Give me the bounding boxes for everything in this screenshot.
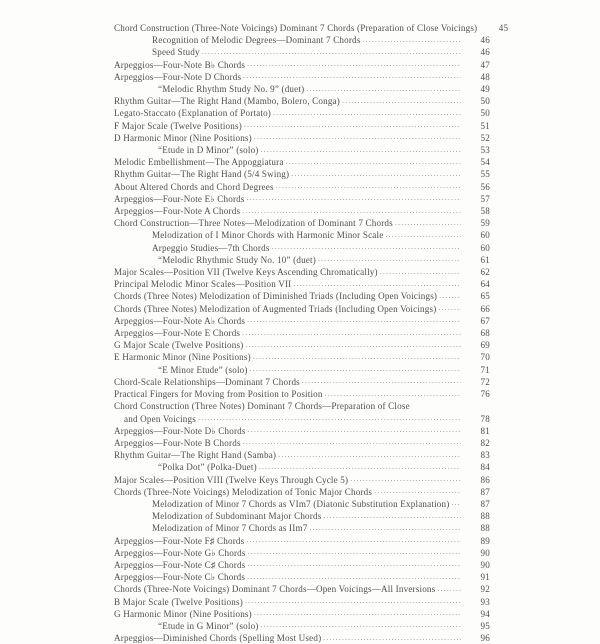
dot-leader (439, 290, 461, 302)
toc-page-number: 47 (480, 59, 490, 70)
dot-leader (302, 376, 461, 388)
dot-leader (342, 95, 461, 107)
toc-entry-title: Arpeggios—Four-Note C♯ Chords (114, 559, 246, 570)
dot-leader (248, 425, 461, 437)
toc-entry[interactable] (114, 486, 490, 498)
toc-entry-title: “Etude in G Minor” (solo) (158, 620, 259, 631)
toc-entry[interactable] (114, 254, 490, 266)
toc-page-number: 95 (480, 620, 490, 631)
toc-entry[interactable] (114, 144, 490, 156)
toc-entry[interactable] (114, 71, 490, 83)
toc-page-number: 69 (480, 340, 490, 351)
dot-leader (325, 388, 461, 400)
toc-entry[interactable] (114, 461, 490, 473)
toc-page-number: 81 (480, 425, 490, 436)
dot-leader (247, 193, 461, 205)
dot-leader (261, 620, 461, 632)
toc-list (114, 22, 509, 644)
toc-page-number: 51 (480, 120, 490, 131)
dot-leader (286, 156, 461, 168)
toc-entry-title: Major Scales—Position VIII (Twelve Keys Through Cycle 5) (114, 474, 349, 485)
toc-entry[interactable] (114, 620, 490, 632)
toc-entry-title: Chord Construction (Three-Note Voicings) Dominant 7 Chords (Preparation of Close Voicings) (114, 23, 478, 33)
toc-entry[interactable] (114, 425, 490, 437)
toc-page-number: 58 (480, 206, 490, 217)
toc-page-number: 71 (480, 364, 490, 375)
toc-entry[interactable] (114, 388, 490, 400)
dot-leader (293, 278, 461, 290)
toc-entry[interactable] (114, 229, 490, 241)
toc-entry[interactable] (114, 278, 490, 290)
toc-entry-title: Arpeggios—Four-Note G♭ Chords (114, 547, 246, 558)
dot-leader (323, 510, 461, 522)
dot-leader (276, 181, 461, 193)
toc-entry[interactable] (114, 290, 490, 302)
toc-entry-title: Practical Fingers for Moving from Position to Position (114, 389, 323, 400)
toc-page-number: 55 (480, 169, 490, 180)
dot-leader (247, 315, 461, 327)
dot-leader (245, 339, 461, 351)
toc-entry[interactable] (114, 95, 490, 107)
toc-entry[interactable] (114, 547, 490, 559)
toc-page-number: 50 (480, 96, 490, 107)
toc-entry[interactable] (114, 120, 490, 132)
toc-entry-title: D Harmonic Minor (Nine Positions) (114, 132, 252, 143)
toc-page-number: 50 (480, 108, 490, 119)
dot-leader (451, 498, 461, 510)
dot-leader (254, 132, 461, 144)
dot-leader (202, 46, 461, 58)
toc-entry-title: Speed Study (152, 47, 200, 58)
dot-leader (243, 71, 461, 83)
toc-page-number: 62 (480, 267, 490, 278)
toc-entry-title: G Harmonic Minor (Nine Positions) (114, 608, 252, 619)
toc-entry[interactable] (114, 583, 490, 595)
toc-entry[interactable] (114, 535, 490, 547)
toc-entry[interactable] (114, 327, 490, 339)
toc-entry[interactable] (114, 559, 490, 571)
toc-entry[interactable] (114, 181, 490, 193)
dot-leader (246, 535, 461, 547)
toc-page-number: 76 (480, 389, 490, 400)
toc-page-number: 64 (480, 279, 490, 290)
toc-entry-title: Arpeggios—Four-Note F♯ Chords (114, 535, 245, 546)
toc-page-number: 90 (480, 547, 490, 558)
dot-leader (309, 522, 461, 534)
dot-leader (374, 486, 461, 498)
toc-page-number: 94 (480, 608, 490, 619)
dot-leader (261, 144, 461, 156)
toc-page-number: 93 (480, 596, 490, 607)
toc-entry[interactable] (114, 83, 490, 95)
dot-leader (437, 583, 461, 595)
toc-entry-title: Chords (Three-Note Voicings) Melodization of Tonic Major Chords (114, 486, 373, 497)
toc-entry[interactable] (114, 59, 490, 71)
dot-leader (395, 217, 461, 229)
toc-entry-title: Recognition of Melodic Degrees—Dominant 7 Chords (152, 35, 361, 46)
toc-page-number: 68 (480, 328, 490, 339)
toc-page-number: 84 (480, 462, 490, 473)
toc-entry-title: Rhythm Guitar—The Right Hand (5/4 Swing) (114, 169, 290, 180)
toc-entry-title: E Harmonic Minor (Nine Positions) (114, 352, 251, 363)
dot-leader (242, 205, 461, 217)
toc-entry-title: F Major Scale (Twelve Positions) (114, 120, 242, 131)
toc-page-number: 59 (480, 218, 490, 229)
dot-leader (244, 120, 461, 132)
toc-page-number: 78 (480, 413, 490, 424)
toc-page-number: 83 (480, 450, 490, 461)
toc-entry-title: “Melodic Rhythmic Study No. 10” (duet) (158, 254, 316, 265)
toc-page-number: 72 (480, 376, 490, 387)
toc-entry[interactable] (114, 413, 490, 425)
dot-leader (247, 571, 461, 583)
toc-entry[interactable] (114, 132, 490, 144)
toc-entry[interactable] (114, 596, 490, 608)
toc-entry[interactable] (114, 266, 490, 278)
dot-leader (363, 34, 461, 46)
toc-page-number: 96 (480, 633, 490, 644)
toc-entry-title: Major Scales—Position VII (Twelve Keys Ascending Chromatically) (114, 267, 378, 278)
toc-page-number: 57 (480, 193, 490, 204)
toc-entry[interactable] (114, 400, 490, 412)
toc-entry-title: and Open Voicings (124, 413, 196, 424)
toc-entry-title: Principal Melodic Minor Scales—Position VII (114, 279, 292, 290)
dot-leader (272, 242, 461, 254)
toc-entry-title: Chords (Three Notes) Melodization of Augmented Triads (Including Open Voicings) (114, 303, 437, 314)
toc-entry[interactable] (114, 632, 490, 644)
toc-entry-title: Rhythm Guitar—The Right Hand (Mambo, Bolero, Conga) (114, 96, 340, 107)
toc-entry[interactable] (114, 242, 490, 254)
toc-entry-title: G Major Scale (Twelve Positions) (114, 340, 244, 351)
toc-entry-title: Chord-Scale Relationships—Dominant 7 Chords (114, 376, 300, 387)
dot-leader (250, 364, 461, 376)
dot-leader (243, 437, 461, 449)
toc-entry[interactable] (114, 351, 490, 363)
toc-entry[interactable] (114, 46, 490, 58)
toc-entry[interactable] (114, 510, 490, 522)
dot-leader (385, 229, 461, 241)
toc-entry-title: Arpeggios—Four-Note C♭ Chords (114, 572, 246, 583)
toc-entry-title: Rhythm Guitar—The Right Hand (Samba) (114, 450, 277, 461)
toc-page-number: 88 (480, 511, 490, 522)
toc-entry-title: “Polka Dot” (Polka-Duet) (158, 462, 257, 473)
toc-page-number: 87 (480, 486, 490, 497)
toc-entry-title: Arpeggios—Four-Note A♭ Chords (114, 315, 246, 326)
toc-entry[interactable] (114, 339, 490, 351)
toc-entry-title: Chord Construction—Three Notes—Melodization of Dominant 7 Chords (114, 218, 393, 229)
dot-leader (254, 608, 461, 620)
toc-page-number: 61 (480, 254, 490, 265)
toc-entry[interactable] (114, 522, 490, 534)
toc-entry-title: Chords (Three-Note Voicings) Dominant 7 Chords—Open Voicings—All Inversions (114, 584, 436, 595)
toc-entry-title: Arpeggios—Four-Note E Chords (114, 328, 241, 339)
dot-leader (323, 632, 461, 644)
toc-page-number: 66 (480, 303, 490, 314)
dot-leader (380, 266, 461, 278)
toc-entry[interactable] (114, 437, 490, 449)
dot-leader (198, 413, 461, 425)
dot-leader (278, 449, 461, 461)
toc-entry-title: Melodization of I Minor Chords with Harmonic Minor Scale (152, 230, 384, 241)
toc-page-number: 70 (480, 352, 490, 363)
toc-page-number: 54 (480, 157, 490, 168)
dot-leader (273, 107, 461, 119)
toc-page-number: 60 (480, 230, 490, 241)
toc-entry-title: “Melodic Rhythm Study No. 9” (duet) (158, 84, 305, 95)
toc-entry[interactable] (114, 22, 509, 34)
toc-page-number: 48 (480, 71, 490, 82)
dot-leader (291, 168, 461, 180)
dot-leader (253, 352, 461, 364)
dot-leader (248, 547, 461, 559)
toc-entry-title: Arpeggios—Diminished Chords (Spelling Most Used) (114, 633, 322, 644)
toc-entry[interactable] (114, 474, 490, 486)
toc-entry-title: Arpeggios—Four-Note A Chords (114, 206, 241, 217)
toc-entry[interactable] (114, 498, 490, 510)
toc-page-number: 91 (480, 572, 490, 583)
toc-entry-title: Arpeggios—Four-Note B♭ Chords (114, 59, 246, 70)
dot-leader (350, 474, 461, 486)
toc-entry[interactable] (114, 571, 490, 583)
toc-page-number: 67 (480, 315, 490, 326)
toc-entry-title: Legato-Staccato (Explanation of Portato) (114, 108, 272, 119)
toc-page-number: 60 (480, 242, 490, 253)
dot-leader (247, 59, 461, 71)
dot-leader (318, 254, 461, 266)
toc-entry-title: Arpeggios—Four-Note E♭ Chords (114, 193, 245, 204)
toc-entry[interactable] (114, 193, 490, 205)
toc-entry-title: Arpeggios—Four-Note D Chords (114, 71, 242, 82)
toc-page-number: 88 (480, 523, 490, 534)
toc-entry[interactable] (114, 168, 490, 180)
dot-leader (412, 400, 461, 412)
toc-page-number: 65 (480, 291, 490, 302)
toc-page-number: 56 (480, 181, 490, 192)
toc-entry[interactable] (114, 449, 490, 461)
toc-entry[interactable] (114, 217, 490, 229)
dot-leader (259, 461, 461, 473)
dot-leader (242, 327, 461, 339)
dot-leader (306, 83, 461, 95)
toc-entry[interactable] (114, 303, 490, 315)
toc-entry-title: “E Minor Etude” (solo) (158, 364, 248, 375)
toc-page-number: 49 (480, 84, 490, 95)
toc-entry-title: Melodization of Subdominant Major Chords (152, 511, 322, 522)
toc-entry-title: About Altered Chords and Chord Degrees (114, 181, 274, 192)
toc-entry-title: Chord Construction (Three Notes) Dominant 7 Chords—Preparation of Close (114, 401, 410, 412)
toc-entry-title: Arpeggios—Four-Note D♭ Chords (114, 425, 246, 436)
dot-leader (438, 303, 461, 315)
toc-entry[interactable] (114, 608, 490, 620)
toc-entry-title: “Etude in D Minor” (solo) (158, 145, 259, 156)
toc-page-number: 45 (498, 23, 509, 33)
toc-entry-title: B Major Scale (Twelve Positions) (114, 596, 243, 607)
toc-entry-title: Melodization of Minor 7 Chords as VIm7 (Diatonic Substitution Explanation) (152, 498, 450, 509)
toc-page-number: 89 (480, 535, 490, 546)
toc-entry[interactable] (114, 156, 490, 168)
toc-entry-title: Arpeggio Studies—7th Chords (152, 242, 270, 253)
toc-page-number: 52 (480, 132, 490, 143)
toc-entry-title: Arpeggios—Four-Note B Chords (114, 437, 241, 448)
toc-entry[interactable] (114, 376, 490, 388)
dot-leader (245, 596, 461, 608)
toc-page-number: 86 (480, 474, 490, 485)
toc-page-number: 53 (480, 145, 490, 156)
toc-page-number: 82 (480, 437, 490, 448)
toc-entry[interactable] (114, 107, 490, 119)
toc-entry-title: Melodic Embellishment—The Appoggiatura (114, 157, 284, 168)
toc-entry[interactable] (114, 205, 490, 217)
toc-entry[interactable] (114, 364, 490, 376)
toc-page-number: 46 (480, 35, 490, 46)
toc-page-number: 46 (480, 47, 490, 58)
toc-entry-title: Chords (Three Notes) Melodization of Diminished Triads (Including Open Voicings) (114, 291, 438, 302)
toc-entry[interactable] (114, 34, 490, 46)
toc-entry[interactable] (114, 315, 490, 327)
toc-page-number: 92 (480, 584, 490, 595)
toc-page-number: 90 (480, 559, 490, 570)
toc-entry-title: Melodization of Minor 7 Chords as IIm7 (152, 523, 308, 534)
dot-leader (247, 559, 461, 571)
toc-page-number: 87 (480, 498, 490, 509)
